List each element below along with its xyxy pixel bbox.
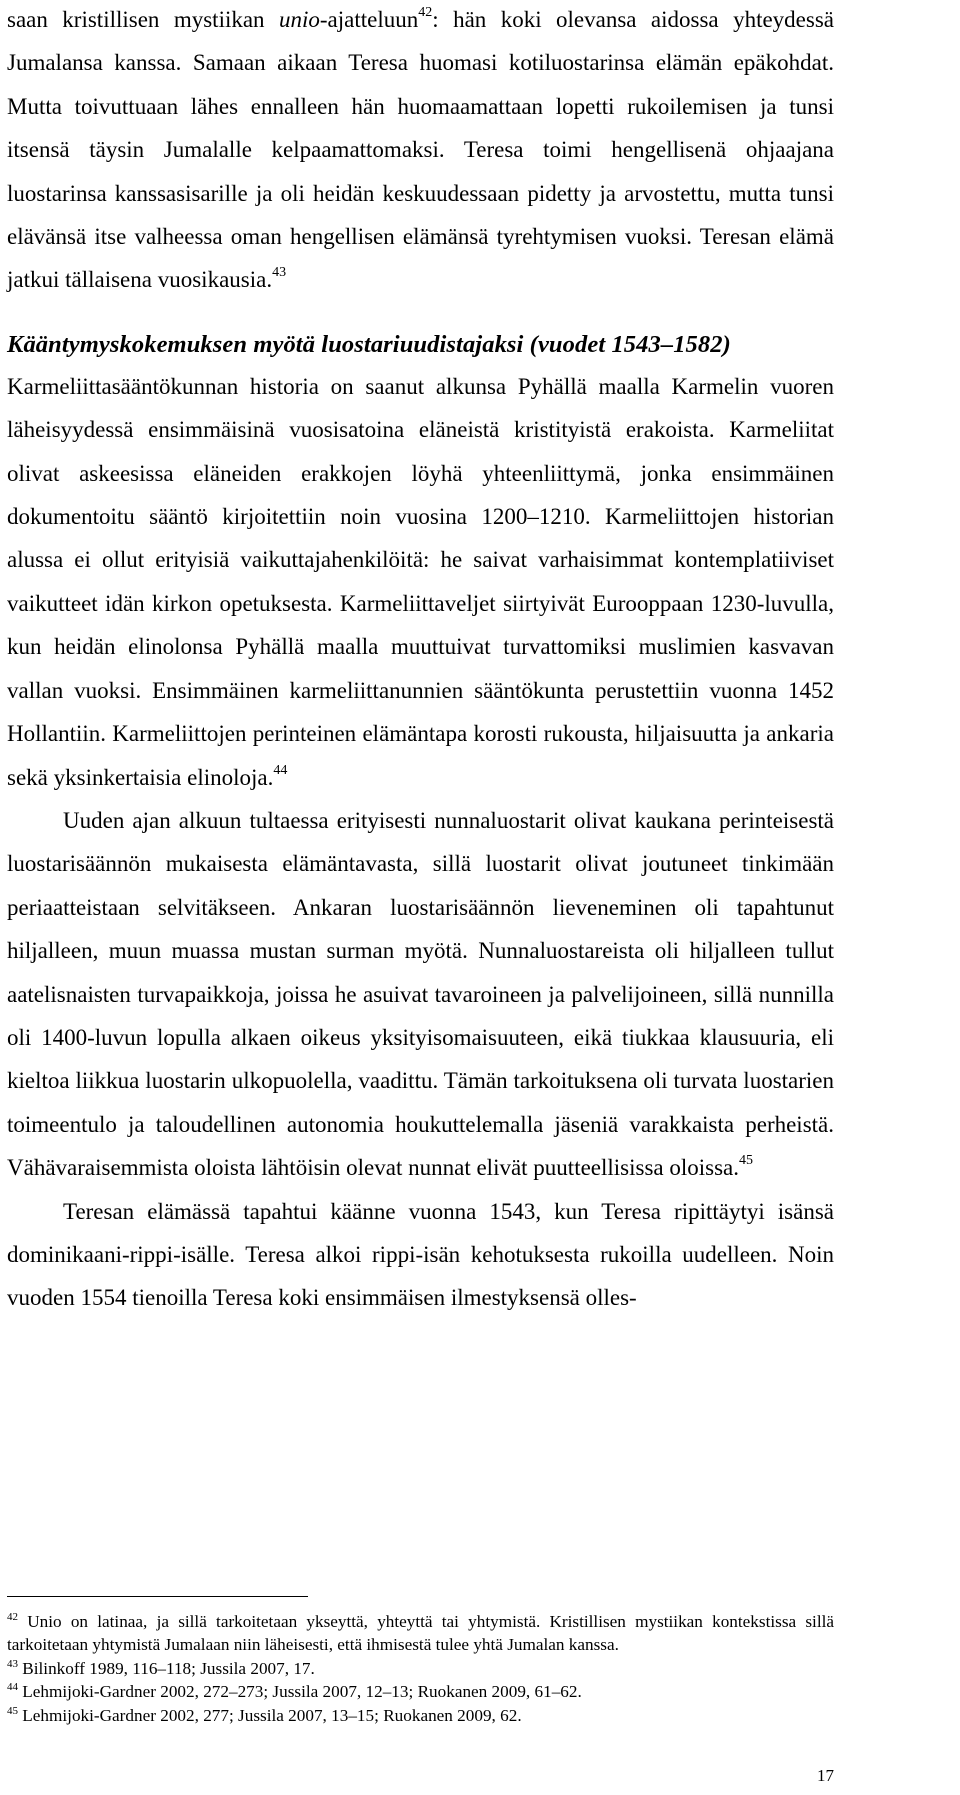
footnotes: [7, 1610, 834, 1727]
footnote-ref: 42: [418, 5, 433, 20]
footnote-ref: 45: [739, 1153, 754, 1169]
text-run: Karmeliittasääntökunnan historia on saanut alkunsa Pyhällä maalla Karmelin vuoren läheisyydessä ensimmäisinä vuosisatoina eläneistä kristityistä erakoista. Karmeliitat olivat askeesissa eläneiden erakkojen löyhä yhteenliittymä, jonka ensimmäinen dokumentoitu sääntö kirjoitettiin noin vuosina 1200–1210. Karmeliittojen historian alussa ei ollut erityisiä vaikuttajahenkilöitä: he saivat varhaisimmat kontemplatiiviset vaikutteet idän kirkon opetuksesta. Karmeliittaveljet siirtyivät Eurooppaan 1230-luvulla, kun heidän elinolonsa Pyhällä maalla muuttuivat turvattomiksi muslimien kasvavan vallan vuoksi. Ensimmäinen karmeliittanunnien sääntökunta perustettiin vuonna 1452 Hollantiin. Karmeliittojen perinteinen elämäntapa korosti rukousta, hiljaisuutta ja ankaria sekä yksinkertaisia elinoloja.: [7, 373, 834, 790]
text-run: -ajatteluun: [319, 7, 419, 32]
footnote-ref: 44: [273, 762, 288, 778]
text-run: : hän koki olevansa aidossa yhteydessä Jumalansa kanssa. Samaan aikaan Teresa huomasi kotiluostarinsa elämän epäkohdat. Mutta toivuttuaan lähes ennalleen hän huomaamattaan lopetti rukoilemisen ja tunsi itsensä täysin Jumalalle kelpaamattomaksi. Teresa toimi hengellisenä ohjaajana luostarinsa kanssasisarille ja oli heidän keskuudessaan pidetty ja arvostettu, mutta tunsi elävänsä itse valheessa oman hengellisen elämänsä tyrehtymisen vuoksi. Teresan elämä jatkui tällaisena vuosikausia.: [7, 7, 834, 293]
text-run: Teresan elämässä tapahtui käänne vuonna 1543, kun Teresa ripittäytyi isänsä dominikaani-rippi-isälle. Teresa alkoi rippi-isän kehotuksesta rukoilla uudelleen. Noin vuoden 1554 tienoilla Teresa koki ensimmäisen ilmestyksensä olles-: [7, 1198, 834, 1311]
footnote-text: Lehmijoki-Gardner 2002, 272–273; Jussila 2007, 12–13; Ruokanen 2009, 61–62.: [22, 1682, 582, 1702]
text-run: Uuden ajan alkuun tultaessa erityisesti nunnaluostarit olivat kaukana perinteisestä luostarisäännön mukaisesta elämäntavasta, sillä luostarit olivat joutuneet tinkimään periaatteistaan selvitäkseen. Ankaran luostarisäännön lieveneminen oli tapahtunut hiljalleen, muun muassa mustan surman myötä. Nunnaluostareista oli hiljalleen tullut aatelisnaisten turvapaikkoja, joissa he asuivat tavaroineen ja palvelijoineen, sillä nunnilla oli 1400-luvun lopulla alkaen oikeus yksityisomaisuuteen, eikä tiukkaa klausuuria, eli kieltoa liikkua luostarin ulkopuolella, vaadittu. Tämän tarkoituksena oli turvata luostarien toimeentulo ja taloudellinen autonomia houkuttelemalla jäseniä varakkaista perheistä. Vähävaraisemmista oloista lähtöisin olevat nunnat elivät puutteellisissa oloissa.: [7, 807, 834, 1181]
footnote-43: [7, 1657, 834, 1680]
document-page: [7, 0, 834, 1320]
page-number: 17: [817, 1766, 834, 1785]
paragraph-karmeliitat: [7, 365, 834, 799]
footnote-text: Unio on latinaa, ja sillä tarkoitetaan ykseyttä, yhteyttä tai yhtymistä. Kristillisen mystiikan kontekstissa sillä tarkoitetaan yhtymistä Jumalaan niin läheisesti, että ihmisestä tulee yhtä Jumalan kanssa.: [7, 1612, 835, 1655]
body-text: [7, 0, 834, 1320]
footnote-ref: 43: [272, 265, 287, 281]
footnote-number: 42: [7, 1611, 18, 1623]
paragraph-continued: [7, 0, 834, 302]
footnote-text: Lehmijoki-Gardner 2002, 277; Jussila 2007, 13–15; Ruokanen 2009, 62.: [22, 1705, 522, 1725]
section-heading: Kääntymyskokemuksen myötä luostariuudistajaksi (vuodet 1543–1582): [7, 330, 731, 358]
text-run: saan kristillisen mystiikan: [7, 7, 279, 32]
footnote-number: 43: [7, 1657, 18, 1670]
italic-term: unio: [279, 7, 320, 32]
paragraph-uuden-ajan: [7, 799, 834, 1190]
paragraph-kaanne: [7, 1190, 834, 1320]
footnote-44: [7, 1680, 834, 1703]
footnote-text: Bilinkoff 1989, 116–118; Jussila 2007, 17.: [22, 1658, 315, 1678]
footnote-42: [7, 1610, 834, 1657]
footnote-number: 45: [7, 1704, 18, 1717]
footnote-number: 44: [7, 1681, 18, 1694]
footnote-separator: [7, 1596, 308, 1597]
footnote-45: [7, 1704, 834, 1727]
